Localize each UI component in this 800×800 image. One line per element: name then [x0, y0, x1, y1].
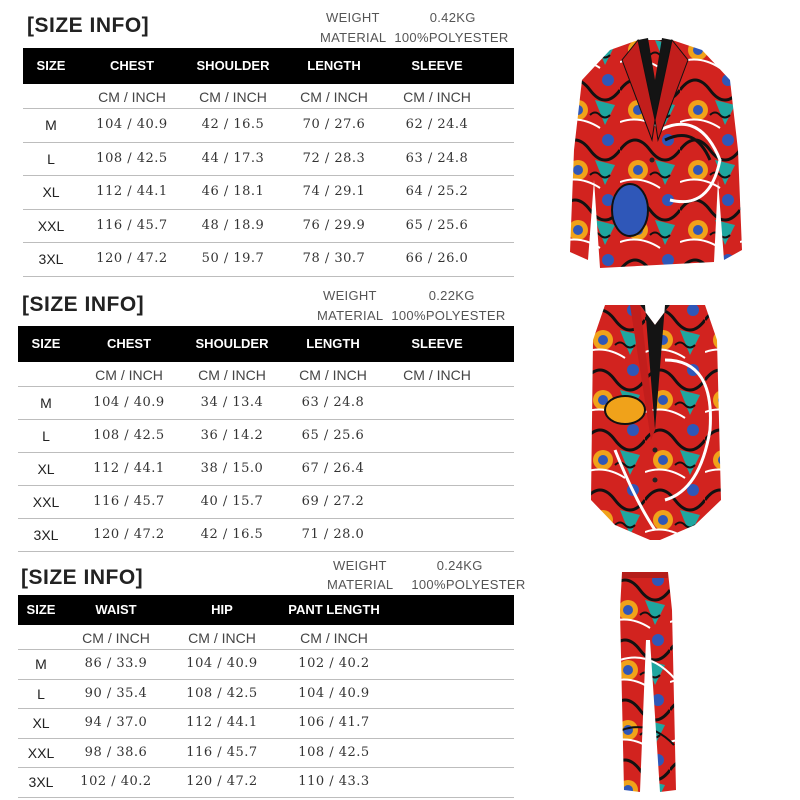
measure-cell: 112 / 44.1 — [186, 715, 258, 730]
size-cell: M — [35, 656, 47, 672]
pants-material-label: MATERIAL — [327, 577, 394, 592]
measure-cell: 64 / 25.2 — [405, 184, 469, 199]
measure-cell: 116 / 45.7 — [93, 494, 165, 509]
pants-units-row — [18, 625, 514, 651]
measure-cell: 102 / 40.2 — [80, 774, 152, 789]
vest-unit-shoulder: CM / INCH — [198, 367, 266, 383]
table-row — [18, 387, 514, 420]
vest-col-shoulder: SHOULDER — [195, 336, 269, 351]
measure-cell: 46 / 18.1 — [201, 184, 265, 199]
measure-cell: 36 / 14.2 — [200, 428, 264, 443]
pants-table-title: [SIZE INFO] — [21, 566, 144, 589]
measure-cell: 112 / 44.1 — [93, 461, 165, 476]
table-row — [18, 739, 514, 769]
pants-unit-waist: CM / INCH — [82, 630, 150, 646]
measure-cell: 112 / 44.1 — [96, 184, 168, 199]
measure-cell: 98 / 38.6 — [84, 744, 148, 760]
table-row — [23, 176, 514, 210]
table-row — [23, 210, 514, 244]
table-row — [18, 650, 514, 680]
measure-cell: 65 / 25.6 — [301, 428, 365, 443]
blazer-weight-label: WEIGHT — [326, 10, 380, 25]
measure-cell — [386, 420, 488, 452]
measure-cell: 76 / 29.9 — [302, 217, 366, 233]
blazer-col-shoulder: SHOULDER — [196, 58, 270, 73]
blazer-col-chest: CHEST — [109, 58, 155, 73]
measure-cell: 104 / 40.9 — [96, 117, 168, 132]
measure-cell — [386, 387, 488, 419]
vest-col-chest: CHEST — [106, 336, 152, 351]
vest-material-label: MATERIAL — [317, 308, 384, 323]
blazer-col-sleeve: SLEEVE — [411, 58, 463, 73]
measure-cell: 63 / 24.8 — [405, 150, 469, 166]
measure-cell: 108 / 42.5 — [96, 150, 168, 166]
measure-cell: 120 / 47.2 — [186, 774, 258, 789]
measure-cell: 44 / 17.3 — [201, 150, 265, 166]
table-row — [18, 486, 514, 519]
measure-cell: 70 / 27.6 — [302, 117, 366, 132]
size-cell: 3XL — [38, 251, 64, 267]
vest-col-sleeve: SLEEVE — [411, 336, 463, 351]
measure-cell: 63 / 24.8 — [301, 395, 365, 410]
blazer-weight — [326, 10, 476, 25]
pants-unit-hip: CM / INCH — [188, 630, 256, 646]
measure-cell: 116 / 45.7 — [96, 217, 168, 233]
measure-cell: 108 / 42.5 — [186, 685, 258, 701]
table-row — [23, 143, 514, 177]
measure-cell: 62 / 24.4 — [405, 117, 469, 132]
table-row — [18, 519, 514, 552]
measure-cell: 50 / 19.7 — [201, 251, 265, 266]
table-row — [18, 420, 514, 453]
vest-unit-sleeve: CM / INCH — [403, 367, 471, 383]
measure-cell: 69 / 27.2 — [301, 494, 365, 509]
vest-col-length: LENGTH — [306, 336, 360, 351]
measure-cell: 42 / 16.5 — [200, 527, 264, 542]
measure-cell: 42 / 16.5 — [201, 117, 265, 132]
vest-weight-value: 0.22KG — [428, 288, 475, 303]
table-row — [23, 243, 514, 277]
size-cell: 3XL — [28, 774, 54, 790]
measure-cell — [386, 486, 488, 518]
size-cell: XL — [32, 715, 50, 731]
measure-cell: 72 / 28.3 — [302, 150, 366, 166]
measure-cell: 74 / 29.1 — [302, 184, 366, 199]
pants-weight — [333, 558, 483, 573]
vest-header-row — [18, 326, 514, 362]
measure-cell — [386, 519, 488, 551]
measure-cell: 94 / 37.0 — [84, 715, 148, 730]
measure-cell: 102 / 40.2 — [298, 656, 370, 671]
measure-cell: 86 / 33.9 — [84, 656, 148, 671]
size-cell: L — [37, 685, 45, 702]
size-cell: L — [42, 428, 50, 444]
measure-cell: 90 / 35.4 — [84, 685, 148, 701]
table-row — [23, 109, 514, 143]
pants-col-hip: HIP — [211, 602, 233, 617]
measure-cell: 108 / 42.5 — [298, 744, 370, 760]
measure-cell: 78 / 30.7 — [302, 251, 366, 266]
size-cell: XXL — [32, 494, 60, 510]
blazer-weight-value: 0.42KG — [429, 10, 476, 25]
measure-cell: 65 / 25.6 — [405, 217, 469, 233]
pants-weight-label: WEIGHT — [333, 558, 387, 573]
blazer-unit-chest: CM / INCH — [98, 89, 166, 105]
size-cell: 3XL — [33, 527, 59, 543]
measure-cell: 104 / 40.9 — [298, 685, 370, 701]
size-cell: XXL — [37, 217, 65, 234]
measure-cell: 38 / 15.0 — [200, 461, 264, 476]
size-cell: L — [47, 150, 55, 167]
measure-cell: 48 / 18.9 — [201, 217, 265, 233]
vest-weight — [323, 288, 475, 303]
measure-cell: 110 / 43.3 — [298, 774, 370, 789]
vest-unit-chest: CM / INCH — [95, 367, 163, 383]
measure-cell: 67 / 26.4 — [301, 461, 365, 476]
measure-cell: 71 / 28.0 — [301, 527, 365, 542]
pants-header-row — [18, 595, 514, 625]
measure-cell — [386, 453, 488, 485]
size-cell: M — [45, 117, 57, 133]
pants-weight-value: 0.24KG — [436, 558, 483, 573]
pants-material-value: 100%POLYESTER — [411, 577, 526, 592]
measure-cell: 104 / 40.9 — [186, 656, 258, 671]
pants-col-pant-length: PANT LENGTH — [288, 602, 380, 617]
vest-units-row — [18, 362, 514, 388]
measure-cell: 104 / 40.9 — [93, 395, 165, 410]
measure-cell: 108 / 42.5 — [93, 428, 165, 443]
vest-weight-label: WEIGHT — [323, 288, 377, 303]
measure-cell: 106 / 41.7 — [298, 715, 370, 730]
blazer-material-value: 100%POLYESTER — [394, 30, 509, 45]
table-row — [18, 768, 514, 798]
pants-col-size: SIZE — [26, 602, 56, 617]
blazer-units-row — [23, 84, 514, 110]
vest-material-value: 100%POLYESTER — [391, 308, 506, 323]
blazer-col-size: SIZE — [36, 58, 66, 73]
vest-material — [317, 308, 506, 323]
vest-table-title: [SIZE INFO] — [22, 293, 145, 316]
pants-material — [327, 577, 526, 592]
blazer-col-length: LENGTH — [307, 58, 361, 73]
vest-unit-length: CM / INCH — [299, 367, 367, 383]
size-cell: XL — [42, 184, 60, 200]
size-cell: XL — [37, 461, 55, 477]
measure-cell: 120 / 47.2 — [96, 251, 168, 266]
pants-unit-pant-length: CM / INCH — [300, 630, 368, 646]
vest-col-size: SIZE — [31, 336, 61, 351]
blazer-image — [560, 10, 750, 275]
table-row — [18, 709, 514, 739]
blazer-material — [320, 30, 509, 45]
blazer-table-title: [SIZE INFO] — [27, 14, 150, 37]
size-cell: M — [40, 395, 52, 411]
measure-cell: 120 / 47.2 — [93, 527, 165, 542]
blazer-header-row — [23, 48, 514, 84]
table-row — [18, 453, 514, 486]
measure-cell: 66 / 26.0 — [405, 251, 469, 266]
blazer-unit-length: CM / INCH — [300, 89, 368, 105]
size-cell: XXL — [27, 744, 55, 761]
pants-image — [610, 570, 690, 795]
vest-image — [585, 300, 725, 545]
pants-col-waist: WAIST — [95, 602, 137, 617]
measure-cell: 116 / 45.7 — [186, 744, 258, 760]
blazer-unit-shoulder: CM / INCH — [199, 89, 267, 105]
blazer-unit-sleeve: CM / INCH — [403, 89, 471, 105]
table-row — [18, 680, 514, 710]
blazer-material-label: MATERIAL — [320, 30, 387, 45]
measure-cell: 34 / 13.4 — [200, 395, 264, 410]
measure-cell: 40 / 15.7 — [200, 494, 264, 509]
